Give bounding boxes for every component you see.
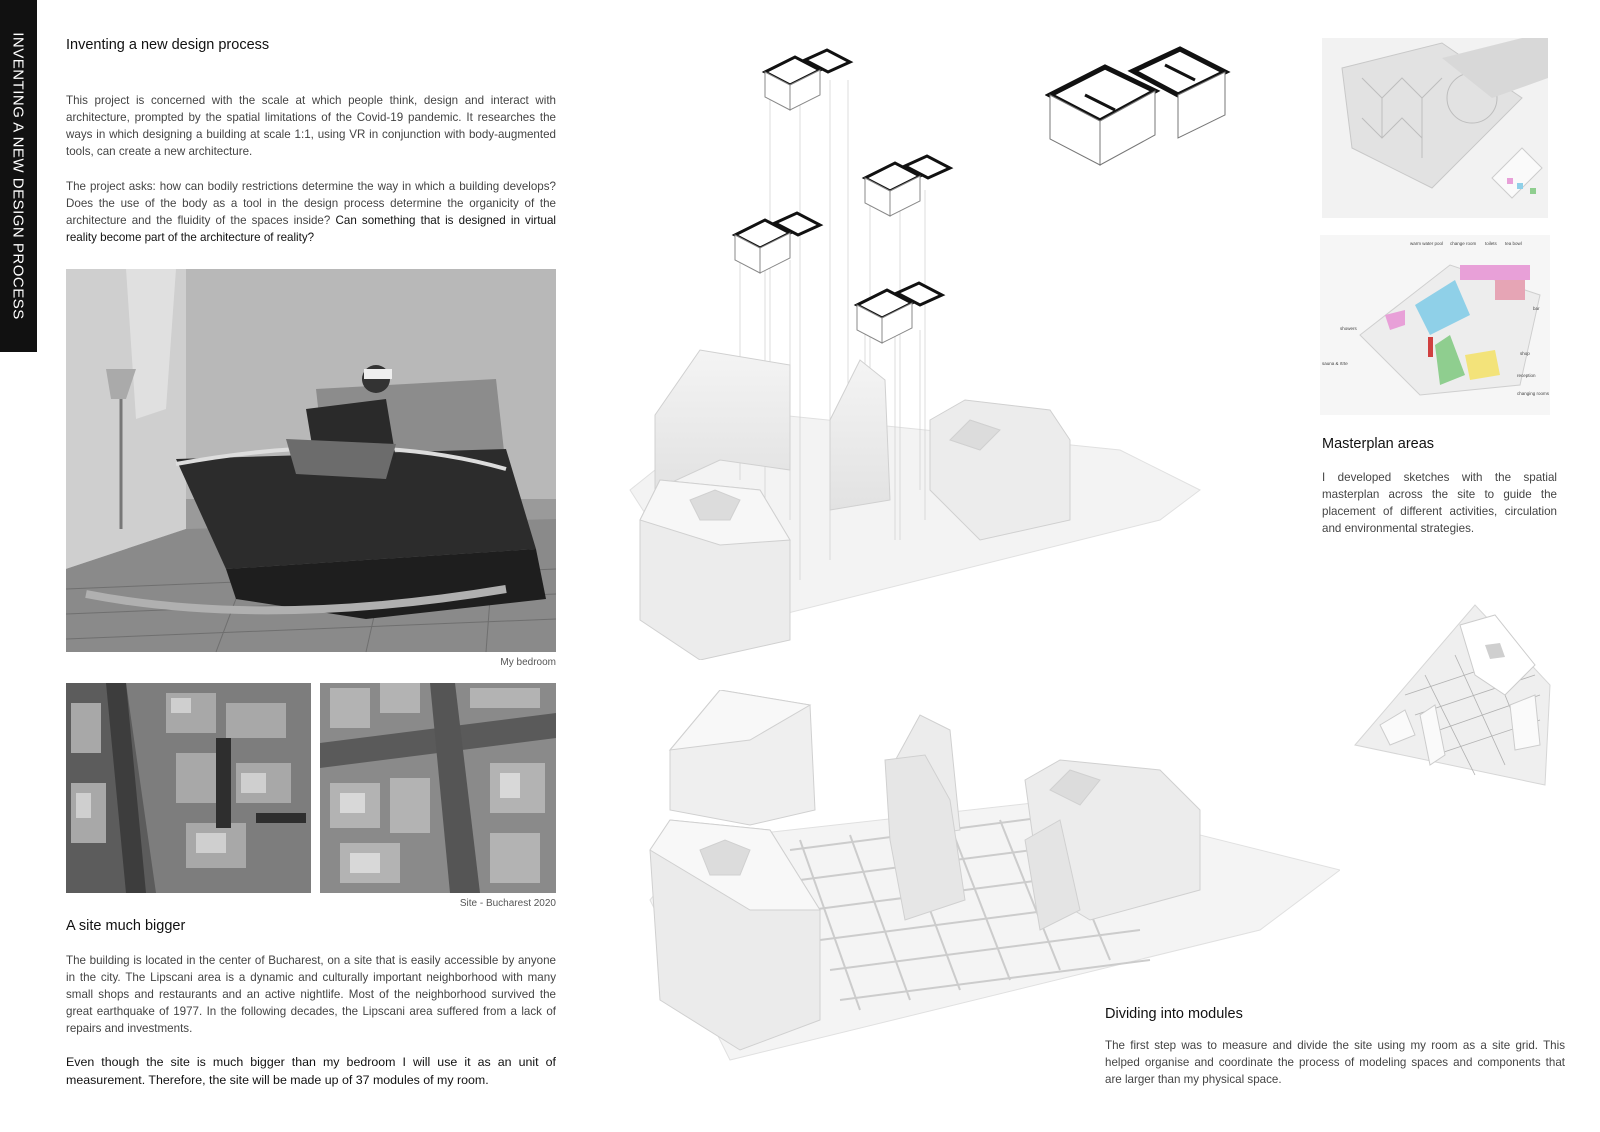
intro-paragraph-2 <box>66 178 556 246</box>
plan-label-5: showers <box>1340 326 1357 331</box>
triangular-site-plan <box>1345 595 1555 795</box>
site-paragraph-1: The building is located in the center of Bucharest, on a site that is easily accessible by anyone in the city. The Lipscani area is a dynamic and culturally important neighborhood with many small shops and restaurants and an active nightlife. Most of the neighborhood survived the great earthquake of 1977. In the following decades, the Lipscani area suffered from a lack of repairs and investments. <box>66 954 556 1035</box>
intro-question: Can something that is designed in virtual reality become part of the architecture of reality? <box>66 214 556 244</box>
side-title-tab <box>0 0 37 352</box>
bedroom-photo <box>66 269 556 652</box>
modules-paragraph: The first step was to measure and divide the site using my room as a site grid. This helped organise and coordinate the process of modeling spaces and components that are larger than my physical space. <box>1105 1039 1565 1086</box>
plan-label-8: reception <box>1517 373 1536 378</box>
zone-changing <box>1460 265 1530 280</box>
side-title: INVENTING A NEW DESIGN PROCESS <box>9 32 27 320</box>
plan-label-3: tea bowl <box>1505 241 1522 246</box>
masterplan-areas-plan <box>1320 235 1550 415</box>
modules-heading: Dividing into modules <box>1105 1006 1243 1022</box>
zone-reception <box>1465 350 1500 380</box>
intro-heading: Inventing a new design process <box>66 37 270 53</box>
site-aerial-photo-1 <box>66 683 311 893</box>
bedroom-caption: My bedroom <box>500 657 556 668</box>
modular-grid-axonometric <box>640 690 1340 1090</box>
intro-paragraph-1: This project is concerned with the scale at which people think, design and interact with architecture, prompted by the spatial limitations of the Covid-19 pandemic. It researches the ways in which designing a building at scale 1:1, using VR in conjunction with body-augmented tools, can create a new architecture. <box>66 94 556 158</box>
plan-label-0: warm water pool <box>1410 241 1444 246</box>
masterplan-heading: Masterplan areas <box>1322 436 1435 452</box>
masterplan-paragraph: I developed sketches with the spatial masterplan across the site to guide the placement of different activities, circulation and environmental strategies. <box>1322 471 1557 535</box>
plan-label-9: changing rooms <box>1517 391 1550 396</box>
plan-label-4: bar <box>1533 306 1540 311</box>
site-aerial-photo-2 <box>320 683 556 893</box>
plan-label-6: sauna & rtrte <box>1322 361 1348 366</box>
plan-label-7: shop <box>1520 351 1530 356</box>
plan-label-2: toilets <box>1485 241 1497 246</box>
site-heading: A site much bigger <box>66 918 186 934</box>
masterplan-sketch-1 <box>1322 38 1548 218</box>
intro-paragraph-2-text: The project asks: how can bodily restrictions determine the way in which a building develops? Does the use of the body as a tool in the design process determine the organicity of the architecture and the fluidity of the spaces inside? <box>66 180 556 227</box>
site-paragraph-2: Even though the site is much bigger than my bedroom I will use it as an unit of measurement. Therefore, the site will be made up of 37 modules of my room. <box>66 1055 556 1087</box>
module-detail-axonometric <box>1045 35 1245 175</box>
site-caption: Site - Bucharest 2020 <box>459 898 556 909</box>
plan-label-1: change room <box>1450 241 1477 246</box>
